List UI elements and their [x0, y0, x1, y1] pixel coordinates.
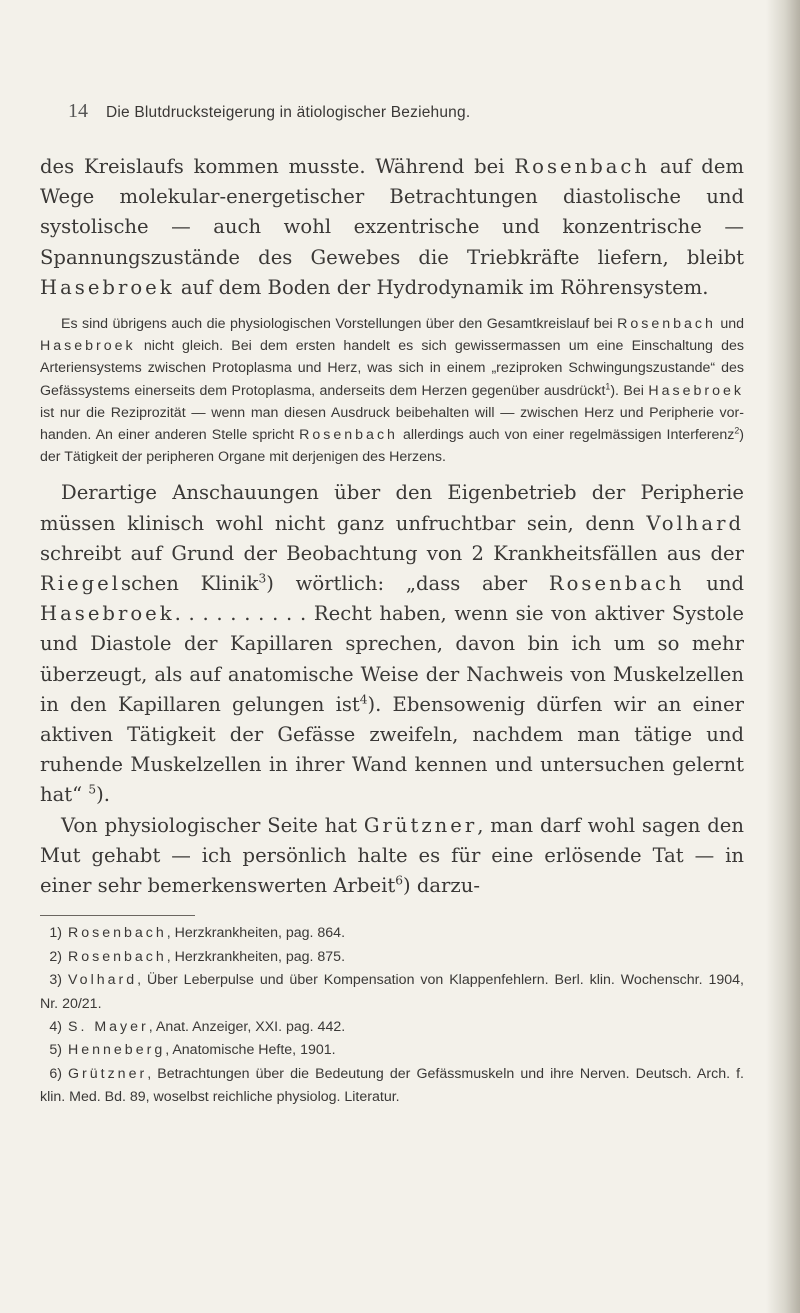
page-body — [40, 152, 744, 1110]
footnote-ref: 3 — [258, 571, 267, 586]
footnotes — [40, 922, 744, 1109]
page-header — [68, 100, 758, 128]
footnote-divider — [40, 915, 195, 916]
footnote: 4) S. Mayer, Anat. Anzeiger, XXI. pag. 442. — [49, 1018, 346, 1035]
author-name: Rosenbach — [299, 427, 398, 444]
footnote: 1) Rosenbach, Herzkrankheiten, pag. 864. — [49, 925, 346, 942]
author-name: Grützner — [363, 813, 478, 837]
paragraph-4: Von physiologischer Seite hat Grützner, man darf wohl sagen den Mut gehabt — ich persönlich halte es für eine erlösende Tat — in einer sehr bemerkenswerten Arbeit$^6$) darzu- — [40, 813, 744, 898]
footnote-ref: 2 — [734, 425, 740, 436]
footnote: 2) Rosenbach, Herzkrankheiten, pag. 875. — [49, 948, 346, 965]
author-name: Hasebroek — [40, 275, 175, 299]
page-edge-shadow — [766, 0, 800, 1313]
author-name: Riegel — [40, 572, 122, 596]
author-name: Hasebroek — [648, 382, 744, 399]
footnote-ref: 6 — [395, 873, 403, 888]
author-name: Rosenbach — [617, 316, 716, 333]
footnote-ref: 4 — [359, 692, 368, 707]
running-head: Die Blutdrucksteigerung in ätiologischer Beziehung. — [106, 104, 471, 121]
author-name: Hasebroek — [40, 602, 175, 626]
author-name: Rosenbach — [548, 572, 685, 596]
page-number: 14 — [68, 100, 88, 122]
footnote-ref: 5 — [88, 782, 97, 797]
paragraph-3: Derartige Anschauungen über den Eigenbetrieb der Peripherie müssen klinisch wohl nicht ganz unfruchtbar sein, denn Volhard schreibt auf Grund der Beobachtung von 2 Krankheitsfällen aus der Riegelschen Klinik$^3$) wörtlich: „dass aber Rosenbach und Hasebroek. . . . . . . . . . Recht haben, wenn sie von aktiver Systole und Diastole der Kapillaren sprechen, davon bin ich um so mehr überzeugt, als auf anatomische Weise der Nachweis von Muskelzellen in den Kapillaren gelungen ist$^4$). Ebensowenig dürfen wir an einer aktiven Tätigkeit der Gefässe zweifeln, nachdem man tätige und ruhende Muskelzellen in ihrer Wand kennen und untersuchen gelernt hat“ $^5$). — [40, 481, 744, 807]
footnote: 6) Grützner, Betrachtungen über die Bedeutung der Gefässmuskeln und ihre Nerven. Deutsch. Arch. f. klin. Med. Bd. 89, woselbst reichliche physiolog. Literatur. — [40, 1065, 744, 1106]
author-name: Volhard — [646, 511, 744, 535]
paragraph-1: des Kreislaufs kommen musste. Während bei Rosenbach auf dem Wege molekular-energetischer Betrachtungen diastolische und systolische — auch wohl exzentrische und konzentrische — Spannungszustände des Gewebes die Triebkräfte liefern, bleibt Hasebroek auf dem Boden der Hydrodynamik im Röhrensystem. — [40, 155, 744, 299]
footnote-ref: 1 — [605, 380, 611, 391]
paragraph-2-smallprint: Es sind übrigens auch die physiologischen Vorstellungen über den Gesamtkreislauf bei Rosenbach und Hasebroek nicht gleich. Bei dem ersten handelt es sich gewissermassen um eine Einschaltung des Arteriensystems zwischen Protoplasma und Herz, was sich in einem „reziproken Schwingungszustande“ des Gefässystems einerseits dem Protoplasma, anderseits dem Herzen gegenüber ausdrückt$^1$). Bei Hasebroek ist nur die Reziprozität — wenn man diesen Ausdruck beibehalten will — zwischen Herz und Peripherie vorhanden. An einer anderen Stelle spricht Rosenbach allerdings auch von einer regelmässigen Interferenz$^2$) der Tätigkeit der peripheren Organe mit derjenigen des Herzens. — [40, 316, 744, 466]
author-name: Hasebroek — [40, 338, 136, 355]
footnote: 3) Volhard, Über Leberpulse und über Kompensation von Klappenfehlern. Berl. klin. Wochenschr. 1904, Nr. 20/21. — [40, 972, 744, 1012]
footnote: 5) Henneberg, Anatomische Hefte, 1901. — [49, 1042, 336, 1059]
author-name: Rosenbach — [514, 155, 651, 178]
